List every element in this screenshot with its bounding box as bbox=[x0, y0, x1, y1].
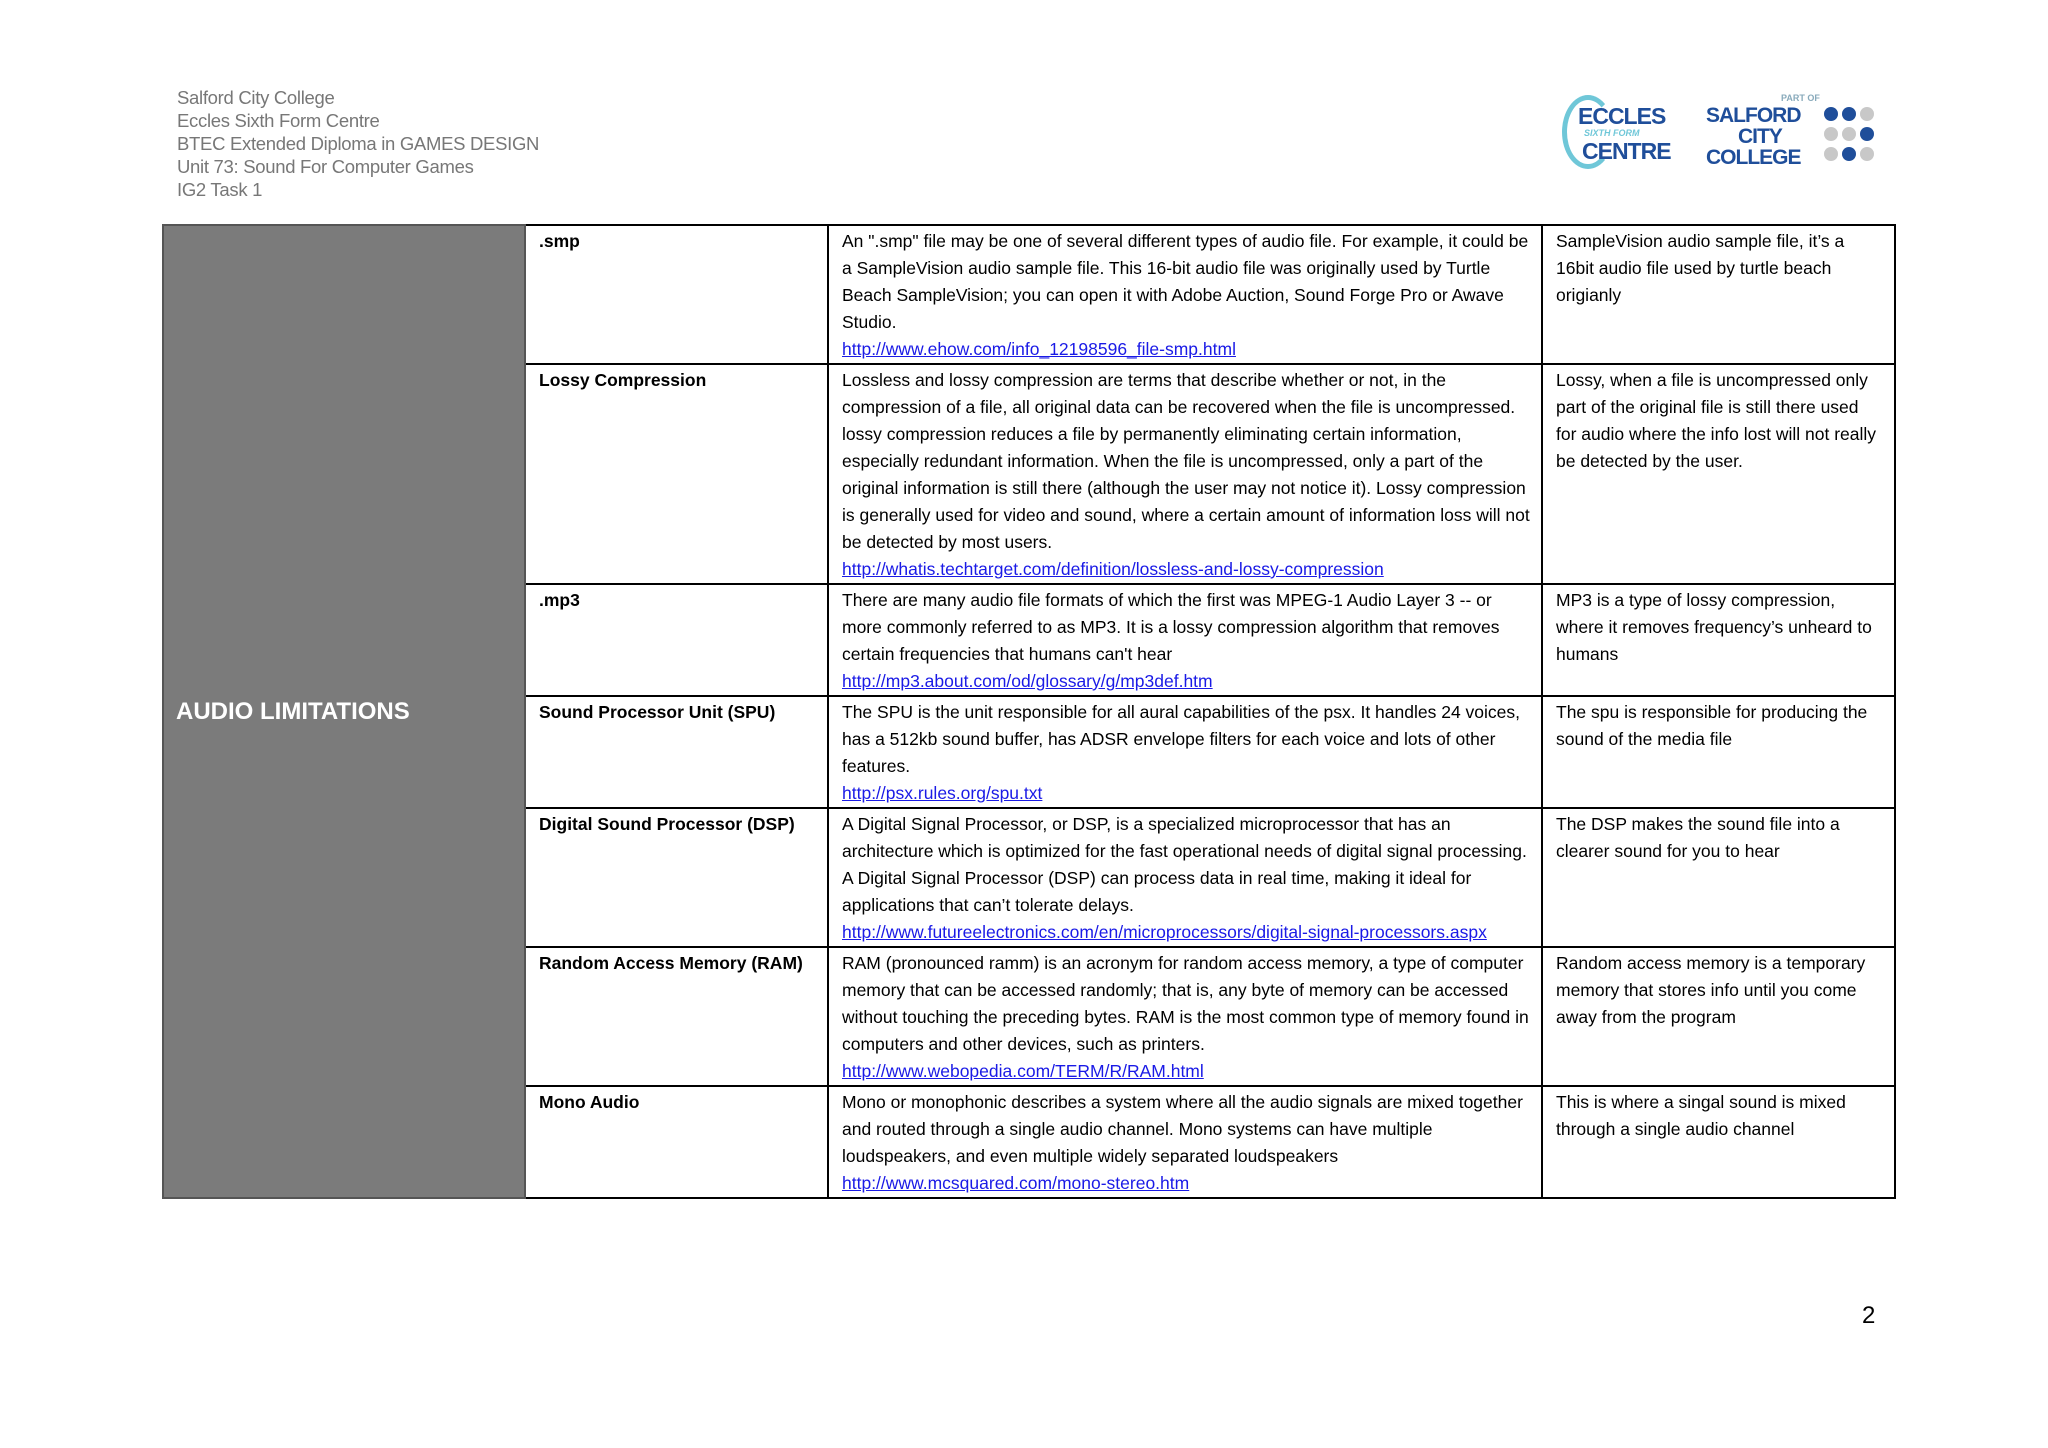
source-link[interactable]: http://psx.rules.org/spu.txt bbox=[842, 783, 1043, 803]
logo-dot bbox=[1824, 107, 1838, 121]
definition-text: The SPU is the unit responsible for all aural capabilities of the psx. It handles 24 voices, has a 512kb sound buffer, has ADSR envelope filters for each voice and lots of other features. bbox=[842, 702, 1521, 776]
logo-dot bbox=[1860, 147, 1874, 161]
term-cell: Lossy Compression bbox=[525, 364, 828, 584]
header-line-course: BTEC Extended Diploma in GAMES DESIGN bbox=[177, 133, 540, 154]
source-link[interactable]: http://www.ehow.com/info_12198596_file-smp.html bbox=[842, 339, 1236, 359]
explanation-cell: SampleVision audio sample file, it’s a 16bit audio file used by turtle beach origianly bbox=[1542, 225, 1895, 364]
source-link[interactable]: http://www.mcsquared.com/mono-stereo.htm bbox=[842, 1173, 1190, 1193]
source-link[interactable]: http://www.futureelectronics.com/en/microprocessors/digital-signal-processors.aspx bbox=[842, 922, 1487, 942]
logo-dot bbox=[1842, 147, 1856, 161]
table-row bbox=[163, 225, 1895, 364]
definition-text: There are many audio file formats of which the first was MPEG-1 Audio Layer 3 -- or more commonly referred to as MP3. It is a lossy compression algorithm that removes certain frequencies that humans can't hear bbox=[842, 590, 1500, 664]
logo-dot bbox=[1860, 107, 1874, 121]
definition-text: A Digital Signal Processor, or DSP, is a specialized microprocessor that has an architecture which is optimized for the fast operational needs of digital signal processing. A Digital Signal Processor (DSP) can process data in real time, making it ideal for applications that can’t tolerate delays. bbox=[842, 814, 1527, 915]
term-cell: Digital Sound Processor (DSP) bbox=[525, 808, 828, 947]
salford-city-college-logo bbox=[1706, 93, 1874, 171]
logo-word-eccles: ECCLES bbox=[1578, 103, 1666, 129]
definition-cell bbox=[828, 225, 1542, 364]
term-cell: Mono Audio bbox=[525, 1086, 828, 1198]
source-link[interactable]: http://mp3.about.com/od/glossary/g/mp3def.htm bbox=[842, 671, 1213, 691]
term-cell: Random Access Memory (RAM) bbox=[525, 947, 828, 1086]
term-cell: .smp bbox=[525, 225, 828, 364]
explanation-cell: Lossy, when a file is uncompressed only part of the original file is still there used for audio where the info lost will not really be detected by the user. bbox=[1542, 364, 1895, 584]
header-line-task: IG2 Task 1 bbox=[177, 179, 263, 200]
definition-cell bbox=[828, 808, 1542, 947]
audio-limitations-table bbox=[162, 224, 1896, 1199]
header-line-centre: Eccles Sixth Form Centre bbox=[177, 110, 380, 131]
logo-part-of: PART OF bbox=[1781, 93, 1820, 103]
definition-text: Lossless and lossy compression are terms that describe whether or not, in the compression of a file, all original data can be recovered when the file is uncompressed. lossy compression reduces a file by permanently eliminating certain information, especially redundant information. When the file is uncompressed, only a part of the original information is still there (although the user may not notice it). Lossy compression is generally used for video and sound, where a certain amount of information loss will not be detected by most users. bbox=[842, 370, 1530, 552]
source-link[interactable]: http://whatis.techtarget.com/definition/lossless-and-lossy-compression bbox=[842, 559, 1384, 579]
logo-dot bbox=[1860, 127, 1874, 141]
logo-word-college: COLLEGE bbox=[1706, 146, 1801, 169]
definition-text: An ".smp" file may be one of several different types of audio file. For example, it could be a SampleVision audio sample file. This 16-bit audio file was originally used by Turtle Beach SampleVision; you can open it with Adobe Auction, Sound Forge Pro or Awave Studio. bbox=[842, 231, 1529, 332]
explanation-cell: This is where a singal sound is mixed through a single audio channel bbox=[1542, 1086, 1895, 1198]
logo-word-city: CITY bbox=[1738, 125, 1782, 148]
explanation-cell: The DSP makes the sound file into a clearer sound for you to hear bbox=[1542, 808, 1895, 947]
definition-text: Mono or monophonic describes a system where all the audio signals are mixed together and routed through a single audio channel. Mono systems can have multiple loudspeakers, and even multiple widely separated loudspeakers bbox=[842, 1092, 1523, 1166]
logo-dot bbox=[1842, 107, 1856, 121]
definition-cell bbox=[828, 696, 1542, 808]
logo-word-centre: CENTRE bbox=[1582, 138, 1671, 164]
definition-cell bbox=[828, 1086, 1542, 1198]
definition-cell bbox=[828, 584, 1542, 696]
header-line-unit: Unit 73: Sound For Computer Games bbox=[177, 156, 474, 177]
definition-text: RAM (pronounced ramm) is an acronym for random access memory, a type of computer memory that can be accessed randomly; that is, any byte of memory can be accessed without touching the preceding bytes. RAM is the most common type of memory found in computers and other devices, such as printers. bbox=[842, 953, 1529, 1054]
header-line-college: Salford City College bbox=[177, 87, 335, 108]
logo-dot bbox=[1842, 127, 1856, 141]
logo-dot bbox=[1824, 127, 1838, 141]
document-header bbox=[177, 86, 539, 201]
eccles-centre-logo bbox=[1560, 93, 1671, 171]
term-cell: .mp3 bbox=[525, 584, 828, 696]
explanation-cell: Random access memory is a temporary memory that stores info until you come away from the program bbox=[1542, 947, 1895, 1086]
term-cell: Sound Processor Unit (SPU) bbox=[525, 696, 828, 808]
definition-cell bbox=[828, 947, 1542, 1086]
logo-word-salford: SALFORD bbox=[1706, 104, 1801, 127]
definition-cell bbox=[828, 364, 1542, 584]
source-link[interactable]: http://www.webopedia.com/TERM/R/RAM.html bbox=[842, 1061, 1204, 1081]
category-cell: AUDIO LIMITATIONS bbox=[163, 225, 525, 1198]
explanation-cell: The spu is responsible for producing the sound of the media file bbox=[1542, 696, 1895, 808]
logo-dot bbox=[1824, 147, 1838, 161]
explanation-cell: MP3 is a type of lossy compression, where it removes frequency’s unheard to humans bbox=[1542, 584, 1895, 696]
page-number: 2 bbox=[1862, 1302, 1876, 1329]
logo-word-sixth-form: SIXTH FORM bbox=[1584, 128, 1640, 138]
